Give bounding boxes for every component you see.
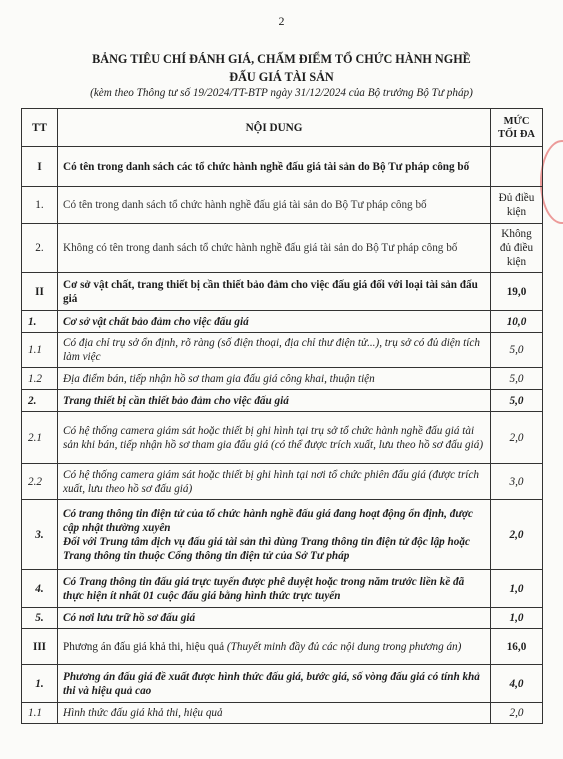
table-row xyxy=(22,570,543,608)
row-content xyxy=(58,500,491,570)
row-max: 2,0 xyxy=(491,412,543,464)
row-max: 5,0 xyxy=(491,333,543,368)
header-tt: TT xyxy=(22,109,58,147)
red-stamp-partial xyxy=(540,140,563,224)
row-max: 2,0 xyxy=(491,703,543,724)
row-content: Có hệ thống camera giám sát hoặc thiết bị ghi hình tại trụ sở tổ chức hành nghề đấu giá tài sản khi bán, tiếp nhận hồ sơ tham gia đấu giá (có thể được trích xuất, lưu theo hồ sơ đấu giá) xyxy=(58,412,491,464)
row-content: Cơ sở vật chất, trang thiết bị cần thiết bảo đảm cho việc đấu giá đối với loại tài sản đấu giá xyxy=(58,273,491,311)
row-content: Có tên trong danh sách các tổ chức hành nghề đấu giá tài sản do Bộ Tư pháp công bố xyxy=(58,147,491,187)
row-content: Có hệ thống camera giám sát hoặc thiết bị ghi hình tại nơi tổ chức phiên đấu giá (được trích xuất, lưu theo hồ sơ đấu giá) xyxy=(58,464,491,500)
row-tt: 2.2 xyxy=(22,464,58,500)
row-tt: II xyxy=(22,273,58,311)
row-tt: 1.2 xyxy=(22,368,58,390)
row-max: Không đủ điều kiện xyxy=(491,224,543,273)
row-content: Không có tên trong danh sách tổ chức hành nghề đấu giá tài sản do Bộ Tư pháp công bố xyxy=(58,224,491,273)
row-tt: 1. xyxy=(22,311,58,333)
table-row xyxy=(22,500,543,570)
table-row xyxy=(22,333,543,368)
table-row xyxy=(22,187,543,224)
row-max: 19,0 xyxy=(491,273,543,311)
row-max: 3,0 xyxy=(491,464,543,500)
table-header-row xyxy=(22,109,543,147)
row-content: Hình thức đấu giá khả thi, hiệu quả xyxy=(58,703,491,724)
row-content: Phương án đấu giá đề xuất được hình thức đấu giá, bước giá, số vòng đấu giá có tính khả thi và hiệu quả cao xyxy=(58,665,491,703)
row-content: Có tên trong danh sách tổ chức hành nghề đấu giá tài sản do Bộ Tư pháp công bố xyxy=(58,187,491,224)
header-muc-toi-da: MỨC TỐI ĐA xyxy=(491,109,543,147)
row-tt: 2. xyxy=(22,224,58,273)
row-content: Địa điểm bán, tiếp nhận hồ sơ tham gia đấu giá công khai, thuận tiện xyxy=(58,368,491,390)
row-content: Có Trang thông tin đấu giá trực tuyến được phê duyệt hoặc trong năm trước liền kề đã thực hiện ít nhất 01 cuộc đấu giá bằng hình thức trực tuyến xyxy=(58,570,491,608)
row-max: 4,0 xyxy=(491,665,543,703)
page-number: 2 xyxy=(278,14,285,28)
header-noi-dung: NỘI DUNG xyxy=(58,109,491,147)
row-max: 5,0 xyxy=(491,368,543,390)
table-row xyxy=(22,368,543,390)
row-max xyxy=(491,147,543,187)
row-content-line-1: Có trang thông tin điện tử của tổ chức hành nghề đấu giá đang hoạt động ổn định, được cập nhật thường xuyên xyxy=(63,507,474,534)
row-content-note: (Thuyết minh đầy đủ các nội dung trong phương án) xyxy=(226,640,462,653)
row-content: Có địa chỉ trụ sở ổn định, rõ ràng (số điện thoại, địa chỉ thư điện tử...), trụ sở có đủ diện tích làm việc xyxy=(58,333,491,368)
row-max: 5,0 xyxy=(491,390,543,412)
table-row xyxy=(22,665,543,703)
table-row xyxy=(22,147,543,187)
row-tt: 3. xyxy=(22,500,58,570)
table-row xyxy=(22,224,543,273)
criteria-table xyxy=(21,108,543,724)
document-title-line-2: ĐẤU GIÁ TÀI SẢN xyxy=(229,70,334,84)
row-tt: 1. xyxy=(22,187,58,224)
row-max: 2,0 xyxy=(491,500,543,570)
row-content xyxy=(58,629,491,665)
table-row xyxy=(22,464,543,500)
row-max: 10,0 xyxy=(491,311,543,333)
row-tt: 2. xyxy=(22,390,58,412)
table-row xyxy=(22,608,543,629)
row-max: 1,0 xyxy=(491,570,543,608)
table-row xyxy=(22,629,543,665)
row-tt: 1. xyxy=(22,665,58,703)
document-subtitle: (kèm theo Thông tư số 19/2024/TT-BTP ngày 31/12/2024 của Bộ trưởng Bộ Tư pháp) xyxy=(90,87,473,99)
row-tt: I xyxy=(22,147,58,187)
row-tt: 1.1 xyxy=(22,333,58,368)
table-row xyxy=(22,273,543,311)
row-tt: 5. xyxy=(22,608,58,629)
table-row xyxy=(22,311,543,333)
table-row xyxy=(22,703,543,724)
row-content: Trang thiết bị cần thiết bảo đảm cho việc đấu giá xyxy=(58,390,491,412)
row-content-main: Phương án đấu giá khả thi, hiệu quả xyxy=(63,640,225,653)
row-tt: 2.1 xyxy=(22,412,58,464)
row-max: Đủ điều kiện xyxy=(491,187,543,224)
table-row xyxy=(22,390,543,412)
row-max: 1,0 xyxy=(491,608,543,629)
row-tt: 1.1 xyxy=(22,703,58,724)
row-tt: III xyxy=(22,629,58,665)
document-title-line-1: BẢNG TIÊU CHÍ ĐÁNH GIÁ, CHẤM ĐIỂM TỔ CHỨC HÀNH NGHỀ xyxy=(92,52,471,66)
row-content: Có nơi lưu trữ hồ sơ đấu giá xyxy=(58,608,491,629)
row-tt: 4. xyxy=(22,570,58,608)
row-content-line-2: Đối với Trung tâm dịch vụ đấu giá tài sản thì dùng Trang thông tin điện tử độc lập hoặc Trang thông tin thuộc Cổng thông tin điện tử của Sở Tư pháp xyxy=(63,535,470,562)
row-content: Cơ sở vật chất bảo đảm cho việc đấu giá xyxy=(58,311,491,333)
table-row xyxy=(22,412,543,464)
row-max: 16,0 xyxy=(491,629,543,665)
